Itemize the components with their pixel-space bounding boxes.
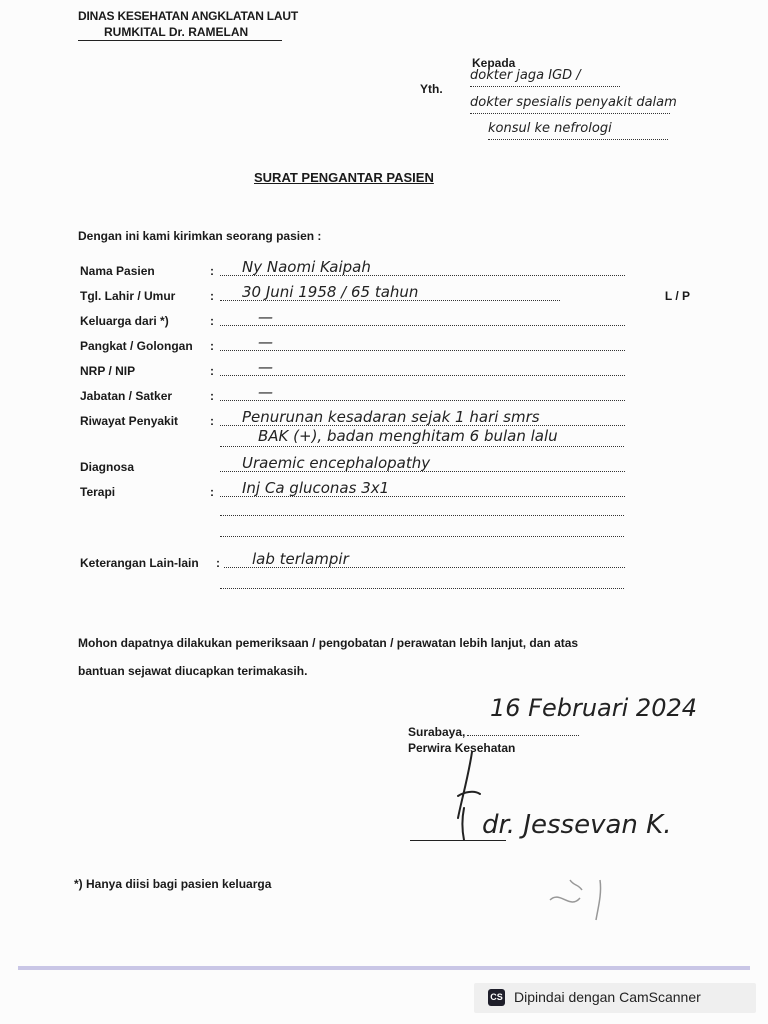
- city-label: Surabaya,: [408, 725, 466, 739]
- signature-line: [410, 840, 506, 841]
- scan-edge-bar: [18, 966, 750, 970]
- field-value: lab terlampir: [252, 550, 349, 568]
- letter-title: SURAT PENGANTAR PASIEN: [254, 170, 434, 185]
- field-dots: [220, 400, 625, 401]
- doctor-name: dr. Jessevan K.: [482, 810, 672, 840]
- header-line-2: RUMKITAL Dr. RAMELAN: [78, 24, 282, 41]
- field-value: Ny Naomi Kaipah: [242, 258, 371, 276]
- scan-smudge: [540, 860, 640, 930]
- field-nama-pasien: [80, 256, 625, 278]
- field-label: Pangkat / Golongan: [80, 339, 193, 353]
- riwayat-value-2: BAK (+), badan menghitam 6 bulan lalu: [258, 427, 558, 445]
- field-diagnosa: [80, 452, 625, 474]
- terapi-dots-2: [220, 515, 624, 516]
- field-tgl-lahir: [80, 281, 690, 303]
- recipient-dots-2: [470, 113, 670, 114]
- field-pangkat: [80, 331, 625, 353]
- closing-line-2: bantuan sejawat diucapkan terimakasih.: [78, 664, 308, 678]
- yth-label: Yth.: [420, 82, 443, 96]
- handwritten-date: 16 Februari 2024: [490, 694, 697, 722]
- intro-text: Dengan ini kami kirimkan seorang pasien :: [78, 229, 322, 243]
- field-label: Nama Pasien: [80, 264, 155, 278]
- field-keterangan: [80, 548, 625, 570]
- field-value: —: [258, 358, 273, 376]
- field-value: 30 Juni 1958 / 65 tahun: [242, 283, 419, 301]
- recipient-text-3: konsul ke nefrologi: [488, 121, 612, 136]
- field-riwayat: [80, 406, 625, 428]
- field-colon: :: [210, 314, 214, 328]
- closing-line-1: Mohon dapatnya dilakukan pemeriksaan / pengobatan / perawatan lebih lanjut, dan atas: [78, 636, 579, 650]
- field-colon: :: [210, 414, 214, 428]
- field-value: Inj Ca gluconas 3x1: [242, 479, 390, 497]
- field-dots: [220, 325, 625, 326]
- field-terapi: [80, 477, 625, 499]
- field-label: Riwayat Penyakit: [80, 414, 179, 428]
- recipient-dots-1: [470, 86, 620, 87]
- kepada-label: Kepada: [472, 56, 516, 70]
- date-dots: [467, 735, 579, 736]
- riwayat-dots-2: [220, 446, 624, 447]
- field-label: Diagnosa: [80, 460, 135, 474]
- field-colon: :: [210, 264, 214, 278]
- recipient-text-1: dokter jaga IGD /: [470, 68, 581, 83]
- camscanner-text: Dipindai dengan CamScanner: [514, 989, 701, 1005]
- field-colon: :: [210, 389, 214, 403]
- camscanner-logo-icon: CS: [488, 989, 505, 1006]
- field-colon: :: [210, 339, 214, 353]
- city-line: [408, 725, 579, 739]
- field-value: Uraemic encephalopathy: [242, 454, 431, 472]
- field-colon: :: [216, 556, 220, 570]
- recipient-line-3: [488, 121, 612, 136]
- header-line-1: DINAS KESEHATAN ANGKLATAN LAUT: [78, 9, 298, 23]
- field-label: Jabatan / Satker: [80, 389, 173, 403]
- field-dots: [220, 375, 625, 376]
- role-label: Perwira Kesehatan: [408, 741, 516, 755]
- field-colon: :: [210, 364, 214, 378]
- field-jabatan: [80, 381, 625, 403]
- camscanner-badge: [474, 983, 756, 1013]
- field-colon: :: [210, 289, 214, 303]
- field-label: NRP / NIP: [80, 364, 136, 378]
- field-label: Keterangan Lain-lain: [80, 556, 199, 570]
- field-value: Penurunan kesadaran sejak 1 hari smrs: [242, 408, 540, 426]
- field-dots: [220, 350, 625, 351]
- field-value: —: [258, 308, 273, 326]
- recipient-text-2: dokter spesialis penyakit dalam: [470, 95, 677, 110]
- field-value: —: [258, 383, 273, 401]
- institution-header: [78, 8, 298, 41]
- field-keluarga: [80, 306, 625, 328]
- recipient-line-2: [470, 95, 677, 110]
- field-label: Tgl. Lahir / Umur: [80, 289, 176, 303]
- field-value: —: [258, 333, 273, 351]
- recipient-dots-3: [488, 139, 668, 140]
- recipient-line-1: [470, 68, 581, 83]
- field-label: Terapi: [80, 485, 116, 499]
- field-colon: :: [210, 485, 214, 499]
- field-nrp: [80, 356, 625, 378]
- keterangan-dots-2: [220, 588, 624, 589]
- gender-label: L / P: [664, 289, 690, 303]
- terapi-dots-3: [220, 536, 624, 537]
- field-label: Keluarga dari *): [80, 314, 169, 328]
- footnote: *) Hanya diisi bagi pasien keluarga: [74, 877, 272, 891]
